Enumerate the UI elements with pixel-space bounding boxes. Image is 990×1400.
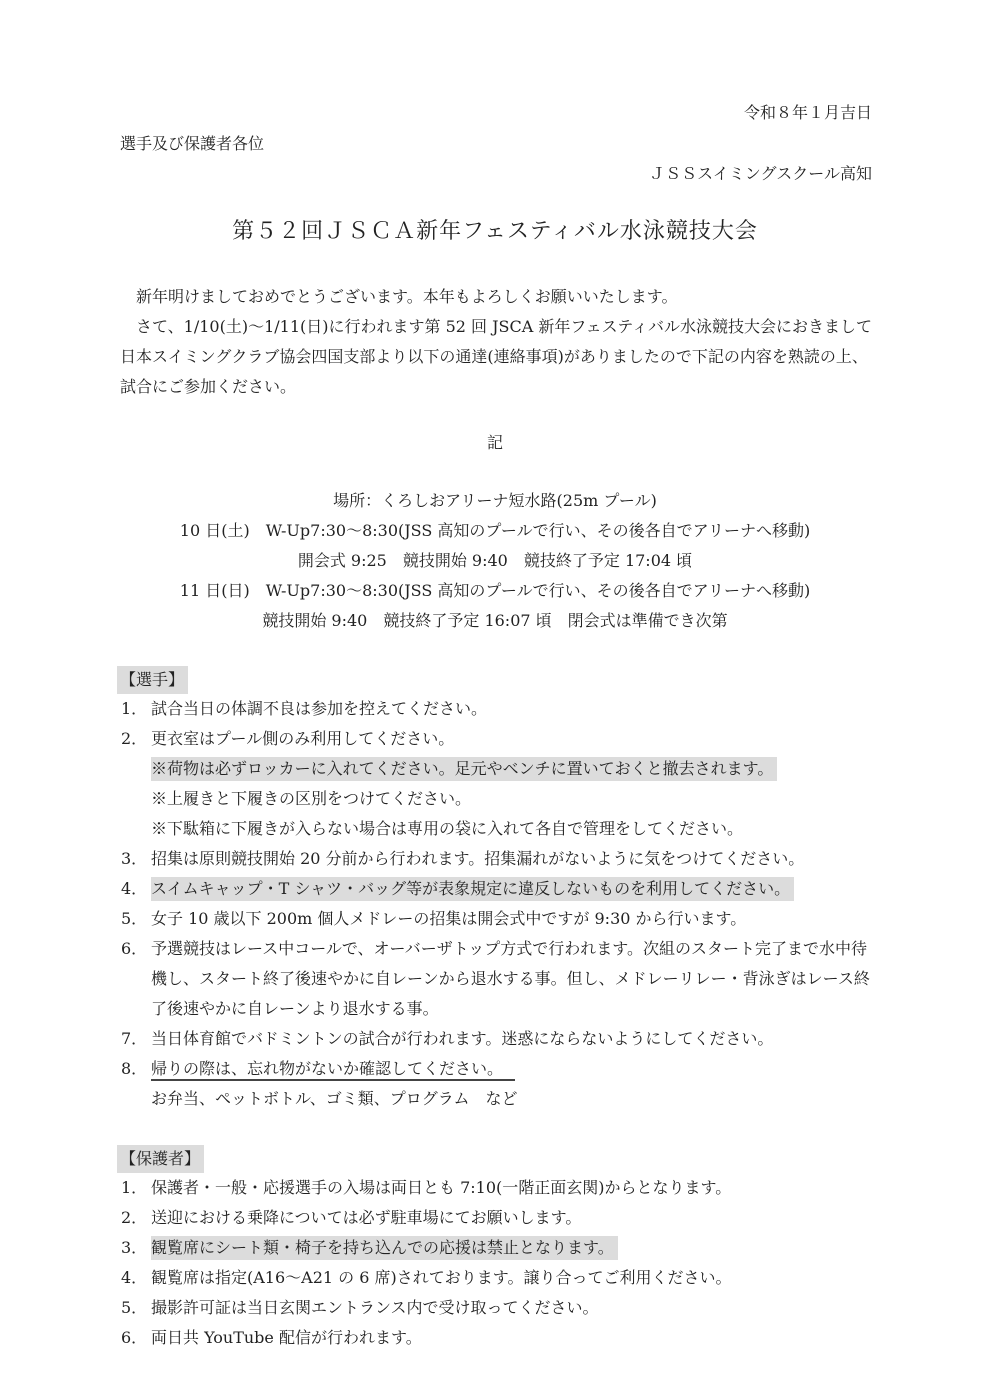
list-item xyxy=(117,1173,877,1203)
venue-location: 場所：くろしおアリーナ短水路(25m プール) xyxy=(333,491,657,510)
players-header: 【選手】 xyxy=(117,666,188,694)
item-number: 6． xyxy=(121,1328,148,1347)
item-number: 3． xyxy=(121,849,148,868)
guardians-list xyxy=(117,1173,877,1353)
item-text-underlined: 帰りの際は、忘れ物がないか確認してください。 xyxy=(151,1059,515,1081)
item-text: 保護者・一般・応援選手の入場は両日とも 7:10(一階正面玄関)からとなります。 xyxy=(151,1178,732,1197)
day1-schedule: 開会式 9:25 競技開始 9:40 競技終了予定 17:04 頃 xyxy=(297,551,693,570)
day1-warmup: 10 日(土) W-Up7:30～8:30(JSS 高知のプールで行い、その後各自でアリーナへ移動) xyxy=(179,521,811,540)
item-number: 2． xyxy=(121,729,148,748)
day2-warmup: 11 日(日) W-Up7:30～8:30(JSS 高知のプールで行い、その後各自でアリーナへ移動) xyxy=(179,581,811,600)
list-item xyxy=(117,934,877,1024)
sender: ＪＳＳスイミングスクール高知 xyxy=(649,164,872,183)
item-text: 予選競技はレース中コールで、オーバーザトップ方式で行われます。次組のスタート完了まで水中待機し、スタート終了後速やかに自レーンから退水する事。但し、メドレーリレー・背泳ぎはレース終了後速やかに自レーンより退水する事。 xyxy=(151,939,870,1018)
players-list xyxy=(117,694,877,1114)
item-number: 6． xyxy=(121,939,148,958)
document-title: 第５２回ＪＳＣＡ新年フェスティバル水泳競技大会 xyxy=(232,219,758,244)
list-item xyxy=(117,694,877,724)
greeting-paragraph: 新年明けましておめでとうございます。本年もよろしくお願いいたします。 xyxy=(136,287,678,306)
item-text-highlighted: スイムキャップ・T シャツ・バッグ等が表象規定に違反しないものを利用してください。 xyxy=(151,877,794,901)
venue-schedule xyxy=(0,486,990,636)
item-text: 両日共 YouTube 配信が行われます。 xyxy=(151,1328,422,1347)
item-number: 3． xyxy=(121,1238,148,1257)
list-item xyxy=(117,1323,877,1353)
list-item xyxy=(117,1293,877,1323)
item-note: ※上履きと下履きの区別をつけてください。 xyxy=(151,789,472,808)
item-number: 4． xyxy=(121,879,148,898)
list-item xyxy=(117,1263,877,1293)
list-item xyxy=(117,1054,877,1114)
day2-schedule: 競技開始 9:40 競技終了予定 16:07 頃 閉会式は準備でき次第 xyxy=(262,611,728,630)
item-number: 7． xyxy=(121,1029,148,1048)
item-text: 女子 10 歳以下 200m 個人メドレーの招集は開会式中ですが 9:30 から行います。 xyxy=(151,909,747,928)
intro-text xyxy=(120,282,872,402)
item-number: 5． xyxy=(121,1298,148,1317)
item-text: 観覧席は指定(A16～A21 の 6 席)されております。譲り合ってご利用ください。 xyxy=(151,1268,732,1287)
item-number: 8． xyxy=(121,1059,148,1078)
list-item xyxy=(117,1233,877,1263)
guardians-section xyxy=(117,1145,877,1353)
list-item xyxy=(117,844,877,874)
item-text: 試合当日の体調不良は参加を控えてください。 xyxy=(151,699,488,718)
item-text: 送迎における乗降については必ず駐車場にてお願いします。 xyxy=(151,1208,582,1227)
item-note-highlighted: ※荷物は必ずロッカーに入れてください。足元やベンチに置いておくと撤去されます。 xyxy=(151,757,777,781)
list-item xyxy=(117,904,877,934)
list-item xyxy=(117,1024,877,1054)
ki-heading: 記 xyxy=(486,433,503,452)
list-item xyxy=(117,874,877,904)
item-text: 当日体育館でバドミントンの試合が行われます。迷惑にならないようにしてください。 xyxy=(151,1029,774,1048)
item-text: 招集は原則競技開始 20 分前から行われます。招集漏れがないように気をつけてください。 xyxy=(151,849,805,868)
players-section xyxy=(117,666,877,1114)
item-number: 1． xyxy=(121,699,148,718)
item-note: お弁当、ペットボトル、ゴミ類、プログラム など xyxy=(151,1089,518,1108)
item-number: 2． xyxy=(121,1208,148,1227)
guardians-header: 【保護者】 xyxy=(117,1145,204,1173)
list-item xyxy=(117,724,877,844)
item-number: 1． xyxy=(121,1178,148,1197)
item-number: 5． xyxy=(121,909,148,928)
item-number: 4． xyxy=(121,1268,148,1287)
item-text-highlighted: 観覧席にシート類・椅子を持ち込んでの応援は禁止となります。 xyxy=(151,1236,618,1260)
intro-paragraph: さて、1/10(土)～1/11(日)に行われます第 52 回 JSCA 新年フェスティバル水泳競技大会におきまして日本スイミングクラブ協会四国支部より以下の通達(連絡事項)がありましたので下記の内容を熟読の上、試合にご参加ください。 xyxy=(120,317,872,396)
document-date: 令和８年１月吉日 xyxy=(743,103,872,122)
item-note: ※下駄箱に下履きが入らない場合は専用の袋に入れて各自で管理をしてください。 xyxy=(151,819,744,838)
list-item xyxy=(117,1203,877,1233)
addressee: 選手及び保護者各位 xyxy=(120,134,265,153)
item-text: 更衣室はプール側のみ利用してください。 xyxy=(151,729,455,748)
item-text: 撮影許可証は当日玄関エントランス内で受け取ってください。 xyxy=(151,1298,599,1317)
